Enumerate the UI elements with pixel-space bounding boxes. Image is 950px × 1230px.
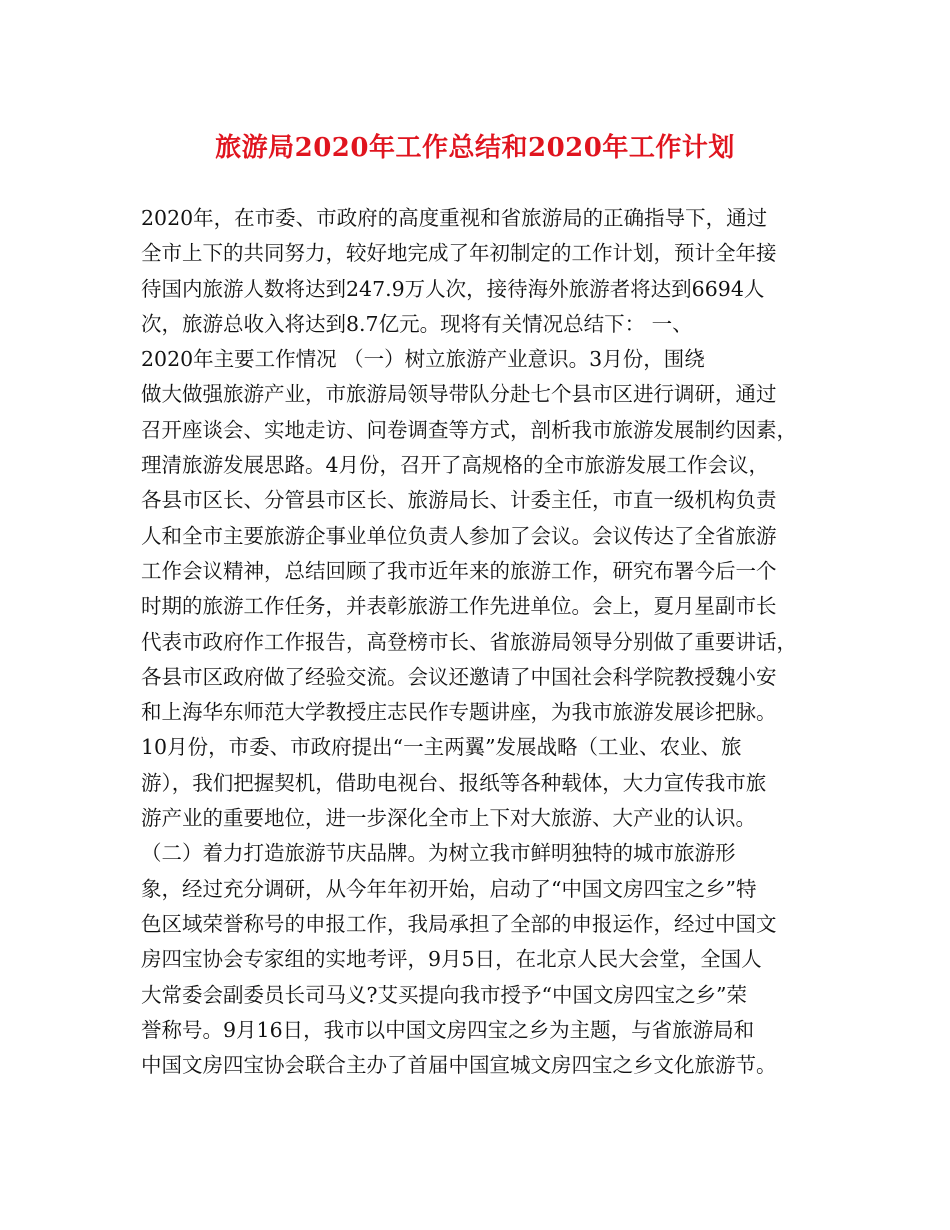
body-line: 代表市政府作工作报告，高登榜市长、省旅游局领导分别做了重要讲话，	[141, 629, 797, 654]
body-line: 游产业的重要地位，进一步深化全市上下对大旅游、大产业的认识。	[141, 806, 756, 831]
body-line: 人和全市主要旅游企事业单位负责人参加了会议。会议传达了全省旅游	[141, 523, 777, 548]
body-line: 2020年主要工作情况 （一）树立旅游产业意识。3月份，围绕	[141, 347, 705, 372]
body-line: （二）着力打造旅游节庆品牌。为树立我市鲜明独特的城市旅游形	[141, 841, 736, 866]
body-line: 和上海华东师范大学教授庄志民作专题讲座，为我市旅游发展诊把脉。	[141, 700, 777, 725]
body-line: 象，经过充分调研，从今年年初开始，启动了“中国文房四宝之乡”特	[141, 876, 757, 901]
body-line: 召开座谈会、实地走访、问卷调查等方式，剖析我市旅游发展制约因素，	[141, 417, 797, 442]
body-line: 誉称号。9月16日，我市以中国文房四宝之乡为主题，与省旅游局和	[141, 1017, 755, 1042]
body-line: 工作会议精神，总结回顾了我市近年来的旅游工作，研究布署今后一个	[141, 558, 777, 583]
body-line: 理清旅游发展思路。4月份，召开了高规格的全市旅游发展工作会议，	[141, 453, 770, 478]
body-line: 全市上下的共同努力，较好地完成了年初制定的工作计划，预计全年接	[141, 241, 777, 266]
body-line: 大常委会副委员长司马义?艾买提向我市授予“中国文房四宝之乡”荣	[141, 982, 747, 1007]
body-line: 做大做强旅游产业，市旅游局领导带队分赴七个县市区进行调研，通过	[141, 382, 777, 407]
body-line: 时期的旅游工作任务，并表彰旅游工作先进单位。会上，夏月星副市长	[141, 594, 777, 619]
document-title: 旅游局2020年工作总结和2020年工作计划	[215, 133, 735, 163]
body-line: 10月份，市委、市政府提出“一主两翼”发展战略（工业、农业、旅	[141, 735, 742, 760]
body-line: 房四宝协会专家组的实地考评，9月5日，在北京人民大会堂，全国人	[141, 947, 762, 972]
body-line: 中国文房四宝协会联合主办了首届中国宣城文房四宝之乡文化旅游节。	[141, 1053, 777, 1078]
body-line: 色区域荣誉称号的申报工作，我局承担了全部的申报运作，经过中国文	[141, 911, 777, 936]
body-line: 各县市区政府做了经验交流。会议还邀请了中国社会科学院教授魏小安	[141, 664, 777, 689]
body-line: 待国内旅游人数将达到247.9万人次，接待海外旅游者将达到6694人	[141, 276, 765, 301]
body-line: 各县市区长、分管县市区长、旅游局长、计委主任，市直一级机构负责	[141, 488, 777, 513]
document-body	[141, 201, 817, 1083]
body-line: 游），我们把握契机，借助电视台、报纸等各种载体，大力宣传我市旅	[141, 770, 767, 795]
body-line: 次，旅游总收入将达到8.7亿元。现将有关情况总结下： 一、	[141, 311, 693, 336]
body-line: 2020年，在市委、市政府的高度重视和省旅游局的正确指导下，通过	[141, 206, 768, 230]
